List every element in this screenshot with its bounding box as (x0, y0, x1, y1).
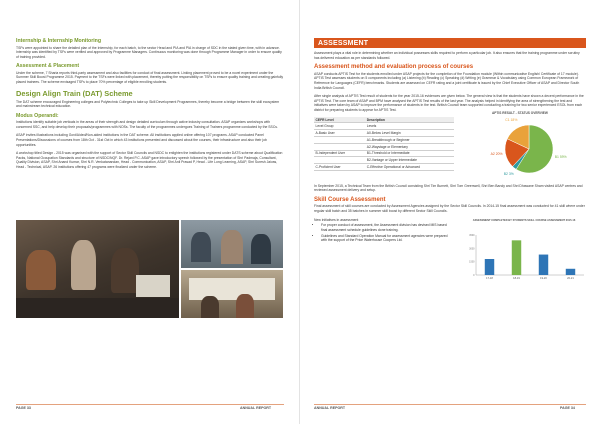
skill-assessment-heading: Skill Course Assessment (314, 196, 386, 203)
table-header-cell: CEFR Level (314, 117, 365, 123)
x-tick-label: 19-20 (540, 277, 547, 281)
table-cell: C-Proficient User (314, 164, 365, 171)
table-row (314, 157, 454, 164)
table-cell: C-Effective Operational or Advanced (365, 164, 454, 171)
pie-label: C1 18% (505, 117, 518, 122)
training-photo (181, 270, 283, 318)
y-tick-label: 3000 (469, 247, 475, 251)
table-row (314, 164, 454, 171)
classroom-photo (16, 220, 179, 318)
table-cell: A2-Waystage or Elementary (365, 143, 454, 150)
new-initiatives-label: New initiatives in assessment (314, 217, 359, 222)
workshop-photo (181, 220, 283, 268)
bar (512, 240, 521, 275)
table-row (314, 130, 454, 137)
list-item: • Guidelines and Standard Operation Manual for assessment agencies were prepared with the support of the Price Waterhouse Coopers Ltd. (321, 234, 451, 243)
right-page (300, 0, 600, 424)
skill-assessment-text: Final assessment of skill courses are conducted by Assessment Agencies assigned by the Sector Skill Councils. In 2014-15 final assessment was conducted for 41 skill where under regular skill batch and 35 batches in summer skill boost by different Sector Skill Councils. (314, 204, 585, 213)
assessment-banner: ASSESSMENT (314, 38, 586, 48)
y-tick-label: 0 (473, 274, 475, 278)
table-header-cell: Description (365, 117, 454, 123)
bar (566, 269, 575, 275)
internship-text: TSFs were appointed to share the detailed plan of the Internship, for each batch, to the sector Head and PIA and PIA in charge of SDC in the stated given time, with in advance. Internship was identified by TSFs were verified and approved by Programme Managers. Continuous monitoring was done through Programme Manager in order to ensure quality of training provided. (16, 45, 282, 59)
method-text-1: ASAP conducts APTIS Test for the students enrolled under ASAP projects for the completion of the Foundation module (Within communicative English/ Certificate of 17 module). APTIS Test assesses students on 5 components including (a) Listening (b) Reading (c) Speaking (d) Writing (e) Grammar & Vocabulary using Common European Framework of Reference for Languages (CEFR) benchmarks. Students are assessed on CEFR rating and a joint certificate is issued by the Chief Executive Officer of ASAP and Director South India British Council. (314, 71, 580, 90)
right-footer-rule (314, 404, 586, 405)
internship-heading: Internship & Internship Monitoring (16, 38, 102, 44)
y-tick-label: 4500 (469, 234, 475, 238)
table-cell (314, 157, 365, 164)
table-cell: A1-Breakthrough or Beginner (365, 136, 454, 143)
table-cell: Level Group (314, 123, 365, 130)
pie-label: B2 3% (503, 171, 514, 176)
table-cell (314, 143, 365, 150)
table-cell: B1-Threshold or Intermediate (365, 150, 454, 157)
left-footer-label: ANNUAL REPORT (240, 406, 272, 410)
assessment-placement-text: Under the scheme, 7 Sharia reports third-party assessment and also facilities for conduct of final assessment. Linking placement proved to be a novel experiment under the Summer Skill Boost Programme 2015. Payment to the TSFs were linked with placement, thereby putting the responsibility on TSFs to ensure quality training and creating gainfully placed trainees. The scheme envisaged TSFs to place 70% percentage of eligible enrolling students. (16, 70, 284, 84)
table-row (314, 150, 454, 157)
table-cell: Levels (365, 123, 454, 130)
table-row (314, 136, 454, 143)
design-align-text: The DAT scheme encouraged Engineering colleges and Polytechnic Colleges to take up Skill Development Programmes, thereby become a bridge between the skill ecosystem and mainstream technical education. (16, 99, 280, 109)
modus-text-1: Institutions identify suitable job verticals in the areas of their strength and design detailed curriculum through active industry consultation. ASAP organizes workshops with concerned SSC, and help develop their proposals/programmes with NOSs. The faculty of the programmes undergoes Training of Trainers programme conducted by the SSCs. (16, 120, 278, 129)
pie-chart-title: APTIS RESULT - STATUS OVERVIEW (492, 110, 548, 115)
modus-text-2: ASAP invites illustrations including Govt/Aided/Non-aided institutions in the DAT scheme. All institutions applied online offering 107 programs. ASAP conducted Panel Presentations/Discussions of courses from 18th Oct - 31st Oct in which 43 institutions presented and discussed about the courses, their infrastructure and also their job opportunities. (16, 133, 267, 147)
table-row (314, 143, 454, 150)
modus-operandi-heading: Modus Operandi: (16, 112, 59, 119)
y-tick-label: 1500 (469, 260, 475, 264)
pie-label: A2 20% (490, 151, 503, 156)
right-page-number: PAGE 34 (560, 406, 575, 410)
bar (485, 259, 494, 275)
table-cell: B-Independent User (314, 150, 365, 157)
assessment-placement-heading: Assessment & Placement (16, 63, 80, 70)
method-text-2: After single analysis of APTIS Test result of students for the year 2015-16 evidences are given below. The general view is that the students have shown a decent performance in the APTIS Test. The core team of ASAP and BPM have analysed the APTIS Test results of the last year. The analysis helped in identifying the area of strengthening the test and initiatives were taken by ASAP to improve the performance of students in the test. British Council team supported conducting a training for two senior experienced ESOL from each district for preparing students to appear for APTIS Test. (314, 94, 584, 113)
bar-chart (460, 227, 590, 285)
cefr-block (314, 110, 586, 181)
x-tick-label: 20-21 (567, 277, 574, 281)
method-heading: Assessment method and evaluation process of courses (314, 64, 474, 71)
table-cell (314, 136, 365, 143)
table-cell: A0-Below Level Margin (365, 130, 454, 137)
left-page-number: PAGE 33 (16, 406, 31, 410)
cefr-table (314, 117, 454, 171)
table-row (314, 123, 454, 130)
right-footer-label: ANNUAL REPORT (314, 406, 346, 410)
x-tick-label: 18-19 (513, 277, 520, 281)
design-align-heading: Design Align Train (DAT) Scheme (16, 88, 133, 98)
x-tick-label: 17-18 (486, 277, 493, 281)
photo-collage (16, 220, 283, 318)
pie-chart (474, 115, 584, 179)
modus-text-3: A workshop titled Design - 2015 was organised with the support of Sector Skill Councils and NSDC to enlighten the institutions registered under DATS scheme about Qualification Packs, National Occupation Standards and structure of NSDC/NQF. Dr. Rejani P.C. ASAP gave introductory speech followed by the presentation of Shri Padmaja, Consultant, Quality Division, ASAP, Shri Anand Kumar, Shri N.R. Venkatanandan, Head - Communication, ASAP, Shri Anil Prasad P, Head - Life Long Learning, ASAP, Shri Suresh Jaivas, Head - Technical, ASAP. 26 institutions offering 47 programs were finalized under the scheme. (16, 151, 283, 169)
left-footer-rule (16, 404, 284, 405)
table-cell: B2-Vantage or Upper Intermediate (365, 157, 454, 164)
bar (539, 255, 548, 275)
after-table-text: In September 2015, a Technical Team from the British Council consisting Shri Tim Burnett, Shri Tom Greenwell, Shri Ben Bandy and Shri Dhawane Sham visited ASAP centres and reviewed assessment delivery and setup. (314, 183, 583, 193)
initiatives-list (321, 223, 451, 243)
list-item: • For proper conduct of assessment, the Assessment division has devised MIS based final assessment schedule guidelines done training. (321, 223, 451, 232)
pie-label: B1 59% (554, 154, 567, 159)
bar-chart-title: ASSESSMENT COMPLETED BY STUDENTS SKILL COURSE ASSESSMENT 2015-16 (472, 219, 576, 223)
assessment-intro: Assessment plays a vital role in determining whether an individual possesses skills required to perform a particular job. It also ensures that the training programme under scrutiny has delivered education as per standards followed. (314, 51, 580, 60)
table-cell: A-Basic User (314, 130, 365, 137)
